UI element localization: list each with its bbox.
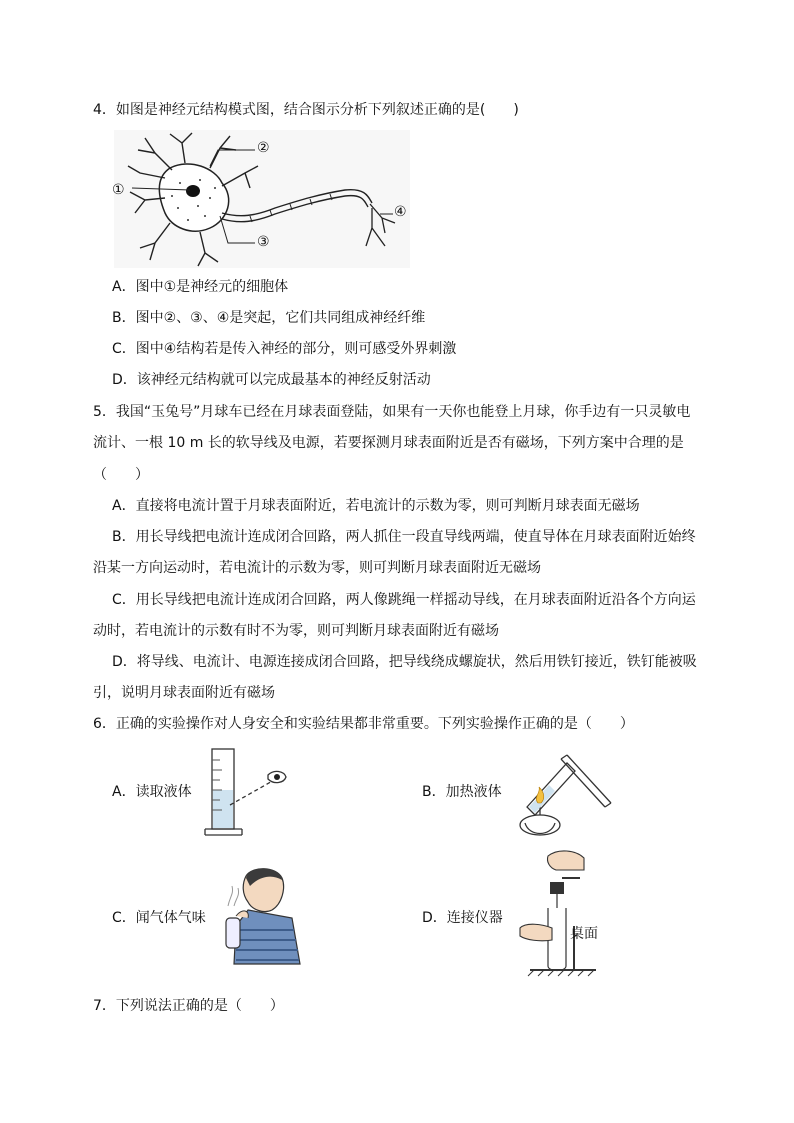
q4-option-b: B．图中②、③、④是突起，它们共同组成神经纤维 — [112, 310, 426, 326]
label-3: ③ — [257, 234, 270, 250]
label-2: ② — [257, 140, 270, 156]
q6-option-b: B．加热液体 — [422, 784, 502, 800]
q6-option-d: D．连接仪器 — [422, 910, 503, 926]
question-7-stem: 7．下列说法正确的是（ ） — [93, 998, 284, 1014]
q5-option-b: B．用长导线把电流计连成闭合回路，两人抓住一段直导线两端，使直导体在月球表面附近始终 — [112, 529, 696, 545]
q5-option-c-cont: 动时，若电流计的示数有时不为零，则可判断月球表面附近有磁场 — [93, 623, 499, 639]
smelling-gas-image — [220, 866, 305, 966]
q5-option-c: C．用长导线把电流计连成闭合回路，两人像跳绳一样摇动导线，在月球表面附近沿各个方向运 — [112, 592, 696, 608]
label-4: ④ — [394, 204, 407, 220]
heating-liquid-image — [505, 745, 615, 845]
q6-option-c: C．闻气体气味 — [112, 910, 206, 926]
q5-option-b-cont: 沿某一方向运动时，若电流计的示数为零，则可判断月球表面附近无磁场 — [93, 560, 541, 576]
q5-option-d-cont: 引，说明月球表面附近有磁场 — [93, 685, 275, 701]
neuron-diagram — [110, 128, 430, 270]
q6-option-a: A．读取液体 — [112, 784, 192, 800]
q4-option-a: A．图中①是神经元的细胞体 — [112, 279, 289, 295]
question-5-stem-line-1: 5．我国“玉兔号”月球车已经在月球表面登陆，如果有一天你也能登上月球，你手边有一只灵敏电 — [93, 404, 691, 420]
connecting-apparatus-image — [512, 848, 602, 978]
question-5-stem-line-2: 流计、一根 10 m 长的软导线及电源，若要探测月球表面附近是否有磁场，下列方案中合理的是 — [93, 435, 684, 451]
desk-label: 桌面 — [570, 926, 598, 942]
q5-option-d: D．将导线、电流计、电源连接成闭合回路，把导线绕成螺旋状，然后用铁钉接近，铁钉能被吸 — [112, 654, 697, 670]
measuring-cylinder-image — [200, 745, 290, 840]
question-6-stem: 6．正确的实验操作对人身安全和实验结果都非常重要。下列实验操作正确的是（ ） — [93, 716, 634, 732]
q4-option-c: C．图中④结构若是传入神经的部分，则可感受外界刺激 — [112, 341, 457, 357]
question-4-stem: 4．如图是神经元结构模式图，结合图示分析下列叙述正确的是( ) — [93, 102, 519, 118]
label-1: ① — [112, 182, 125, 198]
question-5-stem-line-3: （ ） — [93, 467, 149, 483]
q5-option-a: A．直接将电流计置于月球表面附近，若电流计的示数为零，则可判断月球表面无磁场 — [112, 498, 640, 514]
q4-option-d: D．该神经元结构就可以完成最基本的神经反射活动 — [112, 372, 431, 388]
